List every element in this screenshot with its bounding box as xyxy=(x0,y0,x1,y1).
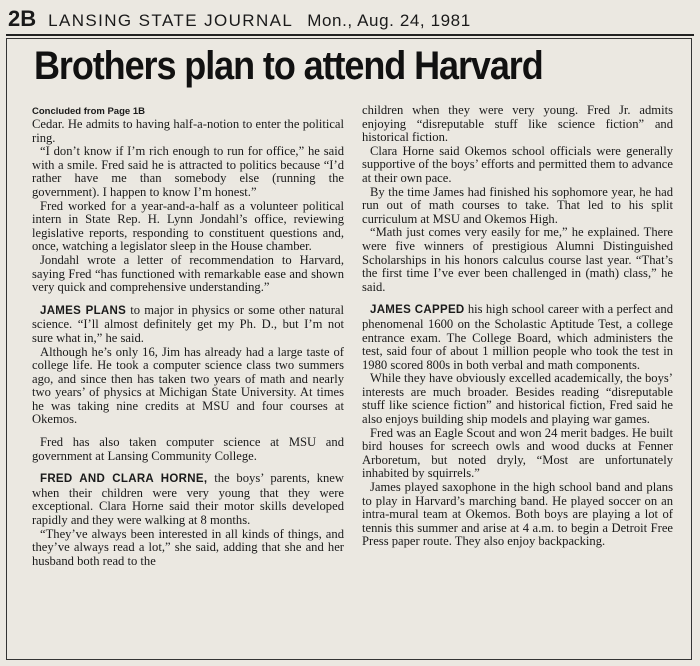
paragraph: Fred worked for a year-and-a-half as a volunteer political intern in State Rep. H. Lynn Jondahl’s office, reviewing legislative reports, responding to constituent questions and, once, watching a legislator sleep in the House chamber. xyxy=(32,198,344,254)
publication-name: LANSING STATE JOURNAL xyxy=(48,11,294,30)
paragraph xyxy=(32,304,344,346)
paragraph xyxy=(32,472,344,527)
paragraph: Although he’s only 16, Jim has already had a large taste of college life. He took a computer science class two summers ago, and since then has taken two years of math and nearly two years’ of physics at Michigan State University. At times he was taking nine credits at MSU and four courses at Okemos. xyxy=(32,344,344,427)
paragraph-text: his high school career with a perfect and phenomenal 1600 on the Scholastic Aptitude Test, a college entrance exam. The College Board, which administers the test, said four of about 1 million people who took the test in 1980 scored 800s in both verbal and math components. xyxy=(362,302,673,372)
left-column xyxy=(32,106,344,568)
paragraph-text: to major in physics or some other natural science. “I’ll almost definitely get my Ph. D., but I’m not sure what in,” he said. xyxy=(32,302,345,345)
paragraph: “Math just comes very easily for me,” he explained. There were five winners of prestigious Alumni Distinguished Scholarships in his honors calculus course last year. “That’s the first time I’ve ever been challenged in (math) class,” he said. xyxy=(362,225,673,294)
publication-date: Mon., Aug. 24, 1981 xyxy=(307,11,471,30)
paragraph: children when they were very young. Fred Jr. admits enjoying “disreputable stuff like science fiction” and historical fiction. xyxy=(362,103,673,145)
masthead-rule xyxy=(6,34,694,36)
paragraph: Fred has also taken computer science at MSU and government at Lansing Community College. xyxy=(32,435,344,463)
paragraph: While they have obviously excelled academically, the boys’ interests are much broader. Besides reading “disreputable stuff like science fiction” and historical fiction, Fred said he also enjoys building ship models and playing war games. xyxy=(362,371,673,427)
paragraph: Clara Horne said Okemos school officials were generally supportive of the boys’ efforts and permitted them to advance at their own pace. xyxy=(362,143,673,185)
paragraph: By the time James had finished his sophomore year, he had run out of math courses to take. That led to his split curriculum at MSU and Okemos High. xyxy=(362,184,673,226)
paragraph-lead-in: FRED AND CLARA HORNE, xyxy=(40,473,208,486)
jump-line: Concluded from Page 1B xyxy=(32,106,145,117)
paragraph: “I don’t know if I’m rich enough to run for office,” he said with a smile. Fred said he is attracted to politics because “I’d rather have me than somebody else (running the government). I happen to know I’m honest.” xyxy=(32,144,344,199)
masthead xyxy=(8,6,692,32)
right-column xyxy=(362,104,673,549)
paragraph-text: the boys’ parents, knew when their children were very young that they were exceptional. Clara Horne said their motor skills developed rapidly and they were walking at 8 months. xyxy=(32,471,344,528)
page-number: 2B xyxy=(8,6,37,31)
paragraph xyxy=(362,303,673,372)
paragraph: “They’ve always been interested in all kinds of things, and they’ve always read a lot,” she said, adding that she and her husband both read to the xyxy=(32,526,344,568)
paragraph: Cedar. He admits to having half-a-notion to enter the political ring. xyxy=(32,117,344,145)
paragraph-lead-in: JAMES CAPPED xyxy=(370,304,465,317)
paragraph-lead-in: JAMES PLANS xyxy=(40,304,127,317)
paragraph: Fred was an Eagle Scout and won 24 merit badges. He built bird houses for screech owls and wood ducks at Fenner Arboretum, but noted dryly, “Most are unfortunately inhabited by squirrels.” xyxy=(362,425,673,481)
headline: Brothers plan to attend Harvard xyxy=(34,44,543,88)
paragraph: Jondahl wrote a letter of recommendation to Harvard, saying Fred “has functioned with remarkable ease and shown very quick and comprehensive understanding.” xyxy=(32,252,344,295)
paragraph: James played saxophone in the high school band and plans to play in Harvard’s marching band. He played soccer on an intra-mural team at Okemos. Both boys are playing a lot of tennis this summer and arise at 4 a.m. to begin a Detroit Free Press paper route. They also enjoy backpacking. xyxy=(362,480,673,549)
